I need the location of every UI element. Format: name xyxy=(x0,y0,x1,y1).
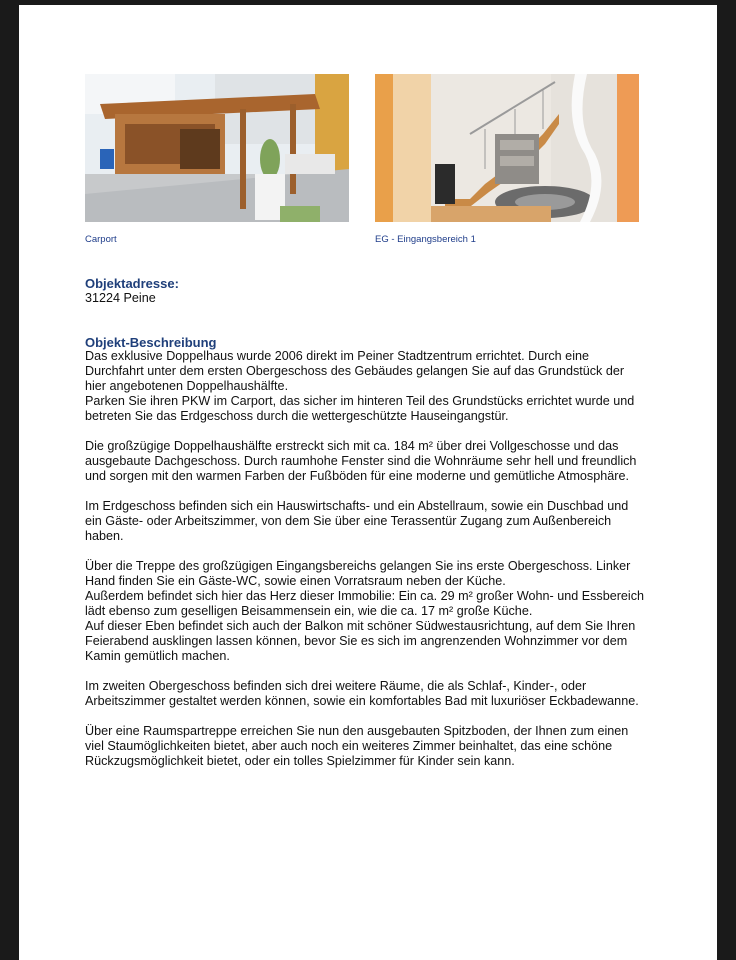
description-paragraph: Auf dieser Eben befindet sich auch der Balkon mit schöner Südwestausrichtung, auf dem Sie Ihren Feierabend ausklingen lassen können, bevor Sie es sich im angrenzenden Wohnzimmer vor dem Kamin gemütlich machen. xyxy=(85,619,636,663)
description-paragraph: Außerdem befindet sich hier das Herz dieser Immobilie: Ein ca. 29 m² großer Wohn- und Essbereich lädt ebenso zum geselligen Beisammensein ein, wie die ca. 17 m² große Küche. xyxy=(85,589,645,618)
description-paragraph: Über eine Raumspartreppe erreichen Sie nun den ausgebauten Spitzboden, der Ihnen zum einen viel Staumöglichkeiten bietet, aber auch noch ein weiteres Zimmer beinhaltet, das eine schöne Rückzugsmöglichkeit bietet, oder ein tolles Spielzimmer für Kinder sein kann. xyxy=(85,724,629,768)
description-paragraph: Die großzügige Doppelhaushälfte erstreckt sich mit ca. 184 m² über drei Vollgeschosse und das ausgebaute Dachgeschoss. Durch raumhohe Fenster sind die Wohnräume sehr hell und freundlich und sorgen mit den warmen Farben der Fußböden für eine moderne und gemütliche Atmosphäre. xyxy=(85,439,637,483)
entrance-photo xyxy=(375,74,639,222)
description-paragraph: Im Erdgeschoss befinden sich ein Hauswirtschafts- und ein Abstellraum, sowie ein Duschbad und ein Gäste- oder Arbeitszimmer, von dem Sie über eine Terassentür Zugang zum Außenbereich haben. xyxy=(85,499,629,543)
description-paragraph: Das exklusive Doppelhaus wurde 2006 direkt im Peiner Stadtzentrum errichtet. Durch eine Durchfahrt unter dem ersten Obergeschoss des Gebäudes gelangen Sie auf das Grundstück der hier angebotenen Doppelhaushälfte. xyxy=(85,349,625,393)
description-paragraph: Parken Sie ihren PKW im Carport, das sicher im hinteren Teil des Grundstücks errichtet wurde und betreten Sie das Erdgeschoss durch die wettergeschützte Hauseingangstür. xyxy=(85,394,635,423)
carport-caption: Carport xyxy=(85,234,117,245)
description-paragraph: Im zweiten Obergeschoss befinden sich drei weitere Räume, die als Schlaf-, Kinder-, oder Arbeitszimmer gestaltet werden können, sowie ein komfortables Bad mit luxuriöser Eckbadewanne. xyxy=(85,679,639,708)
carport-photo xyxy=(85,74,349,222)
description-body xyxy=(85,349,645,769)
address-heading: Objektadresse: xyxy=(85,276,179,291)
entrance-caption: EG - Eingangsbereich 1 xyxy=(375,234,476,245)
description-paragraph: Über die Treppe des großzügigen Eingangsbereichs gelangen Sie ins erste Obergeschoss. Linker Hand finden Sie ein Gäste-WC, sowie einen Vorratsraum neben der Küche. xyxy=(85,559,631,588)
description-heading: Objekt-Beschreibung xyxy=(85,335,217,350)
document-page xyxy=(19,5,717,960)
address-value: 31224 Peine xyxy=(85,291,156,305)
